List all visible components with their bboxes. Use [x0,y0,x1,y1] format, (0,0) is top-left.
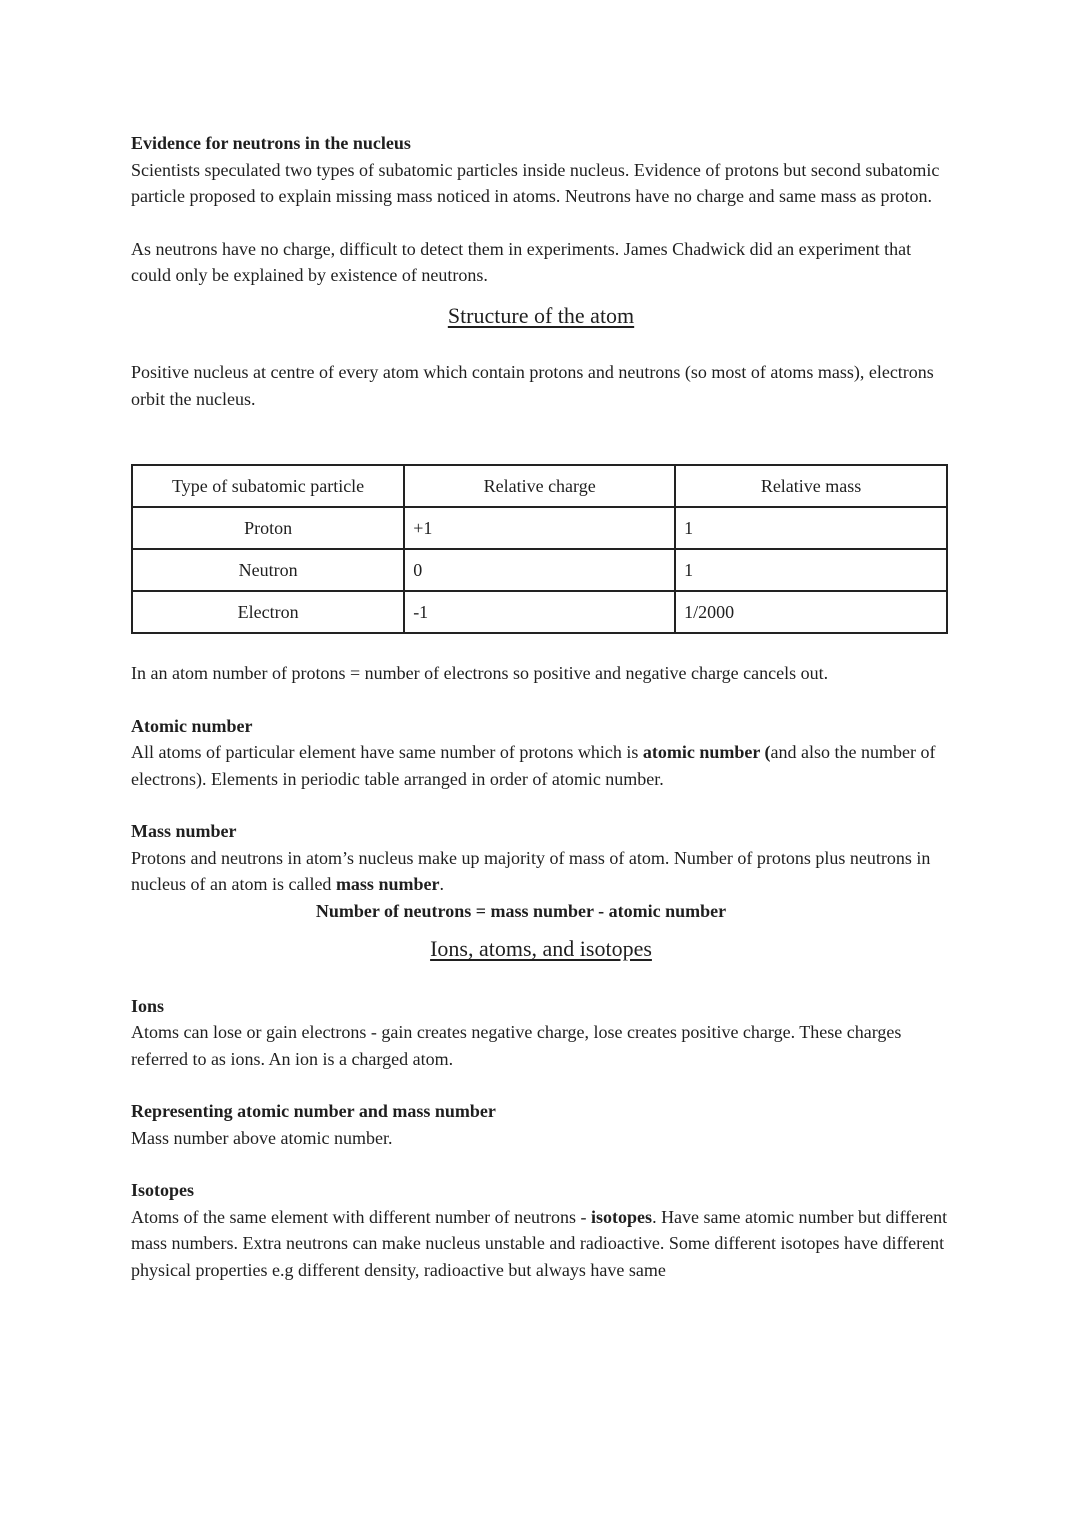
table-row [132,591,947,633]
particle-charge: -1 [404,591,675,633]
mass-number-paragraph [131,845,951,898]
isotopes-text-b: . Have same atomic number but different mass numbers. Extra neutrons can make nucleus unstable and radioactive. Some different isotopes have different physical properties e.g different density, radioactive but always have same [131,1206,948,1280]
table-row [132,507,947,549]
header-relative-mass: Relative mass [675,465,947,507]
atomic-number-text-b: and also the number of electrons). Elements in periodic table arranged in order of atomic number. [131,742,936,789]
mass-number-term: mass number [335,874,440,894]
particle-charge: +1 [404,507,675,549]
ions-paragraph: Atoms can lose or gain electrons - gain creates negative charge, lose creates positive charge. These charges referred to as ions. An ion is a charged atom. [131,1022,902,1069]
table-header-row [132,465,947,507]
neutron-formula: Number of neutrons = mass number - atomic number [315,900,727,921]
ions-section-title: Ions, atoms, and isotopes [430,936,652,961]
neutron-evidence-paragraph: Scientists speculated two types of subatomic particles inside nucleus. Evidence of protons but second subatomic particle proposed to explain missing mass noticed in atoms. Neutrons have no charge and same mass as proton. [131,159,940,206]
structure-title: Structure of the atom [447,302,635,328]
neutral-atom-note: In an atom number of protons = number of electrons so positive and negative charge cancels out. [131,663,829,683]
particle-name: Electron [132,591,404,633]
structure-paragraph: Positive nucleus at centre of every atom which contain protons and neutrons (so most of atoms mass), electrons orbit the nucleus. [131,362,934,409]
mass-number-text-a: Protons and neutrons in atom’s nucleus make up majority of mass of atom. Number of protons plus neutrons in nucleus of an atom is called [131,847,931,894]
table-row [132,549,947,591]
ions-heading: Ions [131,995,165,1016]
atomic-number-heading: Atomic number [131,715,253,736]
particle-name: Neutron [132,549,404,591]
isotopes-heading: Isotopes [131,1180,195,1200]
atomic-number-term: atomic number ( [642,742,771,762]
isotopes-text-a: Atoms of the same element with different number of neutrons - [131,1206,592,1227]
isotopes-paragraph [131,1204,951,1284]
particle-name: Proton [132,507,404,549]
header-relative-charge: Relative charge [404,465,675,507]
atomic-number-text-a: All atoms of particular element have same number of protons which is [131,742,643,762]
mass-number-text-b: . [439,874,444,894]
neutron-evidence-heading: Evidence for neutrons in the nucleus [131,133,411,153]
atomic-number-paragraph [131,739,951,792]
isotopes-term: isotopes [591,1206,653,1227]
document-page [131,130,951,1283]
representing-paragraph: Mass number above atomic number. [131,1127,393,1148]
representing-heading: Representing atomic number and mass number [131,1101,496,1121]
particle-mass: 1/2000 [675,591,947,633]
header-particle-type: Type of subatomic particle [132,465,404,507]
particle-mass: 1 [675,507,947,549]
chadwick-paragraph: As neutrons have no charge, difficult to detect them in experiments. James Chadwick did an experiment that could only be explained by existence of neutrons. [131,238,912,285]
subatomic-particle-table [131,464,948,634]
particle-charge: 0 [404,549,675,591]
mass-number-heading: Mass number [131,821,237,841]
particle-mass: 1 [675,549,947,591]
